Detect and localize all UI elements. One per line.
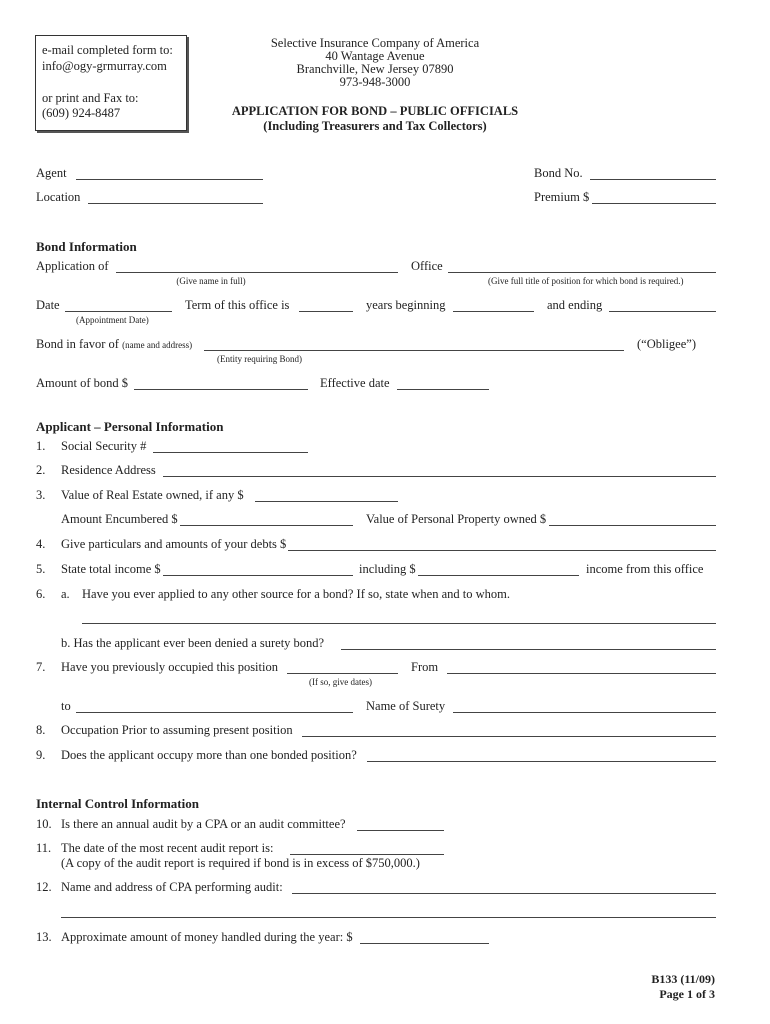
- q9-number: 9.: [36, 748, 46, 762]
- location-field[interactable]: [88, 203, 263, 204]
- contact-box: [35, 35, 187, 131]
- to-label: to: [61, 699, 71, 713]
- cpa-field[interactable]: [292, 893, 716, 894]
- application-of-field[interactable]: [116, 272, 398, 273]
- and-ending-label: and ending: [547, 298, 603, 312]
- premium-field[interactable]: [592, 203, 716, 204]
- amount-encumbered-field[interactable]: [180, 525, 353, 526]
- cpa-field-line-2[interactable]: [61, 917, 716, 918]
- occupation-field[interactable]: [302, 736, 716, 737]
- page-title: APPLICATION FOR BOND – PUBLIC OFFICIALS: [231, 104, 519, 118]
- q11-label: The date of the most recent audit report is:: [61, 841, 274, 855]
- amount-of-bond-field[interactable]: [134, 389, 308, 390]
- q1-number: 1.: [36, 439, 46, 453]
- q4-label: Give particulars and amounts of your debts $: [61, 537, 287, 551]
- q1-label: Social Security #: [61, 439, 147, 453]
- q8-number: 8.: [36, 723, 46, 737]
- and-ending-field[interactable]: [609, 311, 716, 312]
- real-estate-field[interactable]: [255, 501, 398, 502]
- company-city: Branchville, New Jersey 07890: [296, 62, 454, 76]
- q4-number: 4.: [36, 537, 46, 551]
- q7-label: Have you previously occupied this position: [61, 660, 278, 674]
- q5-label: State total income $: [61, 562, 161, 576]
- residence-field[interactable]: [163, 476, 716, 477]
- bond-no-label: Bond No.: [534, 166, 583, 180]
- office-label: Office: [411, 259, 443, 273]
- amount-encumbered-label: Amount Encumbered $: [61, 512, 178, 526]
- years-beginning-label: years beginning: [366, 298, 446, 312]
- q10-number: 10.: [36, 817, 52, 831]
- location-label: Location: [36, 190, 81, 204]
- from-label: From: [411, 660, 439, 674]
- personal-property-label: Value of Personal Property owned $: [366, 512, 547, 526]
- surety-field[interactable]: [453, 712, 716, 713]
- bond-in-favor-label: Bond in favor of (name and address): [36, 337, 193, 351]
- audit-date-field[interactable]: [290, 854, 444, 855]
- q3-number: 3.: [36, 488, 46, 502]
- q6a-field[interactable]: [82, 623, 716, 624]
- q7-note: (If so, give dates): [309, 677, 372, 687]
- company-phone: 973-948-3000: [339, 75, 411, 89]
- q13-label: Approximate amount of money handled during the year: $: [61, 930, 353, 944]
- q9-label: Does the applicant occupy more than one bonded position?: [61, 748, 357, 762]
- q11-number: 11.: [36, 841, 52, 855]
- q10-label: Is there an annual audit by a CPA or an audit committee?: [61, 817, 346, 831]
- q12-number: 12.: [36, 880, 52, 894]
- including-label: including $: [359, 562, 416, 576]
- bond-info-heading: Bond Information: [36, 239, 137, 254]
- office-field[interactable]: [448, 272, 716, 273]
- application-of-label: Application of: [36, 259, 109, 273]
- term-field[interactable]: [299, 311, 353, 312]
- money-handled-field[interactable]: [360, 943, 489, 944]
- q3-label: Value of Real Estate owned, if any $: [61, 488, 244, 502]
- q6a-label: Have you ever applied to any other source for a bond? If so, state when and to whom.: [82, 587, 510, 601]
- give-name-note: (Give name in full): [176, 276, 246, 286]
- agent-label: Agent: [36, 166, 67, 180]
- q6-number: 6.: [36, 587, 46, 601]
- date-field[interactable]: [65, 311, 172, 312]
- to-field[interactable]: [76, 712, 353, 713]
- personal-property-field[interactable]: [549, 525, 716, 526]
- premium-label: Premium $: [534, 190, 590, 204]
- amount-of-bond-label: Amount of bond $: [36, 376, 129, 390]
- debts-field[interactable]: [288, 550, 716, 551]
- effective-date-field[interactable]: [397, 389, 489, 390]
- q6b-field[interactable]: [341, 649, 716, 650]
- bonded-position-field[interactable]: [367, 761, 716, 762]
- q11-note: (A copy of the audit report is required if bond is in excess of $750,000.): [61, 856, 420, 870]
- give-title-note: (Give full title of position for which bond is required.): [488, 276, 684, 286]
- entity-note: (Entity requiring Bond): [217, 354, 302, 364]
- effective-date-label: Effective date: [320, 376, 390, 390]
- date-label: Date: [36, 298, 60, 312]
- total-income-field[interactable]: [163, 575, 353, 576]
- q5-number: 5.: [36, 562, 46, 576]
- surety-label: Name of Surety: [366, 699, 446, 713]
- contact-fax-label: or print and Fax to:: [42, 91, 139, 105]
- appointment-date-note: (Appointment Date): [76, 315, 149, 325]
- q2-number: 2.: [36, 463, 46, 477]
- term-label: Term of this office is: [185, 298, 290, 312]
- internal-heading: Internal Control Information: [36, 796, 199, 811]
- q7-number: 7.: [36, 660, 46, 674]
- including-field[interactable]: [418, 575, 579, 576]
- obligee-label: (“Obligee”): [637, 337, 696, 351]
- company-name: Selective Insurance Company of America: [270, 36, 480, 50]
- q12-label: Name and address of CPA performing audit:: [61, 880, 283, 894]
- contact-email-label: e-mail completed form to:: [42, 43, 173, 57]
- bond-no-field[interactable]: [590, 179, 716, 180]
- from-field[interactable]: [447, 673, 716, 674]
- company-street: 40 Wantage Avenue: [325, 49, 425, 63]
- page-number: Page 1 of 3: [659, 987, 715, 1001]
- page-subtitle: (Including Treasurers and Tax Collectors): [263, 119, 487, 133]
- q6a-letter: a.: [61, 587, 70, 601]
- q13-number: 13.: [36, 930, 52, 944]
- agent-field[interactable]: [76, 179, 263, 180]
- ssn-field[interactable]: [153, 452, 308, 453]
- annual-audit-field[interactable]: [357, 830, 444, 831]
- q7-field[interactable]: [287, 673, 398, 674]
- income-office-label: income from this office: [586, 562, 704, 576]
- q8-label: Occupation Prior to assuming present position: [61, 723, 293, 737]
- contact-email[interactable]: info@ogy-grmurray.com: [42, 59, 167, 73]
- bond-in-favor-field[interactable]: [204, 350, 624, 351]
- q2-label: Residence Address: [61, 463, 156, 477]
- form-id: B133 (11/09): [651, 972, 715, 986]
- applicant-heading: Applicant – Personal Information: [36, 419, 224, 434]
- years-beginning-field[interactable]: [453, 311, 534, 312]
- q6b-label: b. Has the applicant ever been denied a surety bond?: [61, 636, 325, 650]
- contact-fax: (609) 924-8487: [42, 106, 121, 120]
